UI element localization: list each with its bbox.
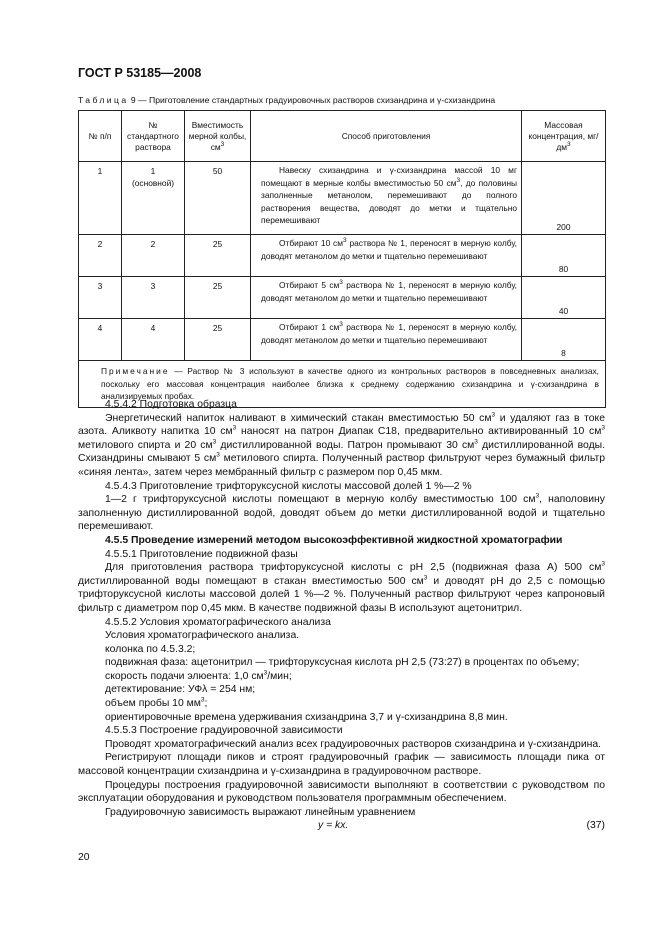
table-caption-prefix: Таблица <box>78 95 129 105</box>
table-caption <box>78 95 588 105</box>
cell-std: 4 <box>122 319 185 361</box>
col-header-mass: Массовая концентрация, $мг/дм^3$ <box>522 111 606 162</box>
cell-num: 1 <box>79 162 122 235</box>
table-row <box>79 277 606 319</box>
section-4553-title: 4.5.5.3 Построение градуировочной зависимости <box>105 725 343 737</box>
equation-number: (37) <box>586 820 605 832</box>
cell-std: 1 (основной) <box>122 162 185 235</box>
cell-num: 2 <box>79 235 122 277</box>
section-4543-title: 4.5.4.3 Приготовление трифторуксусной кислоты массовой долей 1 %—2 % <box>105 480 472 492</box>
cell-mass: 200 <box>522 162 606 235</box>
cell-method: Отбирают 10 $см^3$ раствора № 1, переносят в мерную колбу, доводят метанолом до метки и тщательно перемешивают <box>251 235 522 277</box>
conditions-line: объем пробы 10 $мм^3$; <box>105 696 208 710</box>
section-4551-paragraph: Для приготовления раствора трифторуксусной кислоты с рН 2,5 (подвижная фаза А) 500 $см^3$ дистиллированной воды помещают в стакан вместимостью 500 $см^3$ и доводят рН до 2,5 с помощью трифторуксусной кислоты массовой долей 1 %—2 %. Полученный раствор фильтруют через капроновый фильтр с диаметром пор 0,45 мкм. В качестве подвижной фазы В используют ацетонитрил. <box>78 560 605 614</box>
section-4542-title: 4.5.4.2 Подготовка образца <box>105 399 237 410</box>
cell-mass: 8 <box>522 319 606 361</box>
cell-capacity: 25 <box>185 277 251 319</box>
conditions-line: колонка по 4.5.3.2; <box>105 643 196 655</box>
section-4552-title: 4.5.5.2 Условия хроматографического анализа <box>105 616 331 628</box>
section-4553-paragraph: Процедуры построения градуировочной зависимости выполняют в соответствии с руководством по эксплуатации оборудования и руководством пользователя программным обеспечением. <box>78 779 605 805</box>
section-4553-paragraph: Градуировочную зависимость выражают линейным уравнением <box>105 806 416 818</box>
cell-method: Отбирают 1 $см^3$ раствора № 1, переносят в мерную колбу, доводят метанолом до метки и тщательно перемешивают <box>251 319 522 361</box>
section-4553-paragraph: Проводят хроматографический анализ всех градуировочных растворов схизандрина и γ-схизандрина. <box>105 738 602 750</box>
col-header-num: № п/п <box>79 111 122 162</box>
table-header-row <box>79 111 606 162</box>
cell-std: 3 <box>122 277 185 319</box>
document-header: ГОСТ Р 53185—2008 <box>78 66 202 80</box>
table-row <box>79 235 606 277</box>
cell-method: Отбирают 5 $см^3$ раствора № 1, переносят в мерную колбу, доводят метанолом до метки и тщательно перемешивают <box>251 277 522 319</box>
conditions-line: скорость подачи элюента: 1,0 $см^3$/мин; <box>105 669 292 682</box>
cell-num: 4 <box>79 319 122 361</box>
page-number: 20 <box>78 852 90 863</box>
main-text <box>78 398 605 835</box>
col-header-capacity: Вместимость мерной колбы, $см^3$ <box>185 111 251 162</box>
table-caption-text: 9 — Приготовление стандартных градуировочных растворов схизандрина и γ-схизандрина <box>130 95 496 105</box>
cell-mass: 80 <box>522 235 606 277</box>
conditions-line: ориентировочные времена удерживания схизандрина 3,7 и γ-схизандрина 8,8 мин. <box>105 711 508 723</box>
table-note: Примечание — Раствор № 3 используют в качестве одного из контрольных растворов в повседневных анализах, поскольку его массовая концентрация наиболее близка к среднему содержанию схизандрина и γ-схизандрина в анализируемых пробах. <box>79 361 606 408</box>
cell-std: 2 <box>122 235 185 277</box>
cell-mass: 40 <box>522 277 606 319</box>
section-4543-paragraph: 1—2 г трифторуксусной кислоты помещают в мерную колбу вместимостью 100 $см^3$, наполовину заполненную дистиллированной водой, доводят объем до метки дистиллированной водой и тщательно перемешивают. <box>78 492 605 533</box>
conditions-line: детектирование: УФλ = 254 нм; <box>105 684 256 696</box>
cell-capacity: 25 <box>185 235 251 277</box>
preparation-table <box>78 110 606 408</box>
cell-num: 3 <box>79 277 122 319</box>
section-4542-paragraph: Энергетический напиток наливают в химический стакан вместимостью 50 $см^3$ и удаляют газ в токе азота. Аликвоту напитка 10 $см^3$ наносят на патрон Диапак С18, предварительно активированный 10 $см^3$ метилового спирта и 20 $см^3$ дистиллированной воды. Патрон промывают 30 $см^3$ дистиллированной воды. Схизандрины смывают 5 $см^3$ метилового спирта. Полученный раствор фильтруют через бумажный фильтр «синяя лента», затем через мембранный фильтр с размером пор 0,45 мкм. <box>78 411 606 478</box>
cell-capacity: 25 <box>185 319 251 361</box>
col-header-std-num: № стандартного раствора <box>122 111 185 162</box>
table-row <box>79 319 606 361</box>
equation <box>78 819 605 835</box>
cell-capacity: 50 <box>185 162 251 235</box>
section-4553-paragraph: Регистрируют площади пиков и строят градуировочный график — зависимость площади пика от массовой концентрации схизандрина и γ-схизандрина в градуировочном растворе. <box>78 752 605 778</box>
conditions-line: подвижная фаза: ацетонитрил — трифторуксусная кислота рН 2,5 (73:27) в процентах по объему; <box>105 657 580 669</box>
equation-formula: y = kx. <box>318 820 349 832</box>
cell-method: Навеску схизандрина и γ-схизандрина массой 10 мг помещают в мерные колбы вместимостью 50 $см^3$, до половины заполненные метанолом, перемешивают до полного растворения вещества, доводят до метки и тщательно перемешивают <box>251 162 522 235</box>
col-header-method: Способ приготовления <box>251 111 522 162</box>
conditions-line: Условия хроматографического анализа. <box>105 630 300 642</box>
table-row <box>79 162 606 235</box>
section-455-title: 4.5.5 Проведение измерений методом высокоэффективной жидкостной хроматографии <box>105 534 563 546</box>
section-4551-title: 4.5.5.1 Приготовление подвижной фазы <box>105 548 298 560</box>
